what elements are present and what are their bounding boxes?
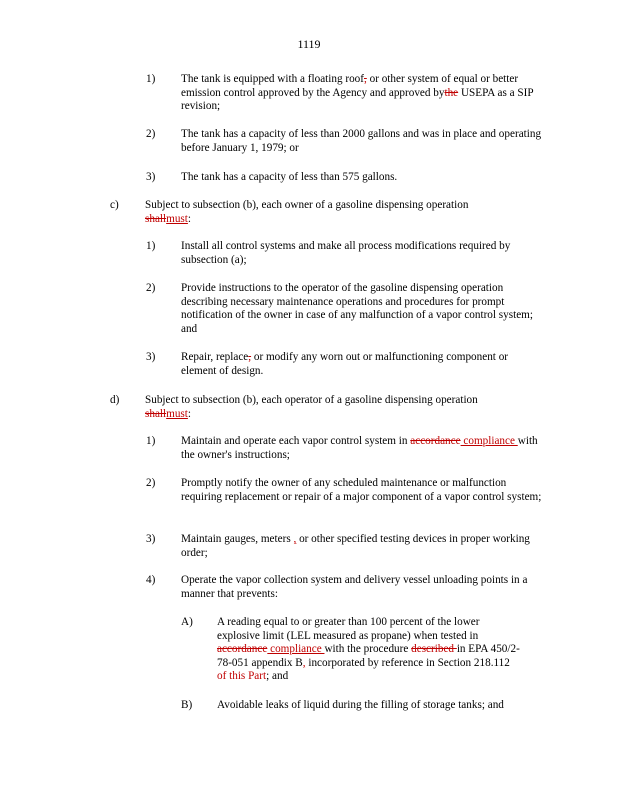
item-text: The tank has a capacity of less than 2000 gallons and was in place and operating before January 1, 1979; or [181, 128, 542, 154]
item-label: 3) [146, 351, 156, 363]
deleted-text: accordance [410, 435, 461, 447]
deleted-text: accordance [217, 643, 268, 655]
item-label: 4) [146, 574, 156, 586]
section-text: Subject to subsection (b), each operator of a gasoline dispensing operation shallmust: [145, 394, 478, 420]
item-label: B) [181, 699, 193, 711]
item-text: A reading equal to or greater than 100 percent of the lower explosive limit (LEL measured as propane) when tested in accordance compliance with the procedure described in EPA 450/2-78-051 appendix B, incorporated by reference in Section 218.112 of this Part; and [217, 616, 520, 682]
item-label: A) [181, 616, 193, 628]
item-text: Repair, replace, or modify any worn out or malfunctioning component or element of design. [181, 351, 509, 377]
item-text: Provide instructions to the operator of the gasoline dispensing operation describing necessary maintenance operations and procedures for prompt notification of the owner in case of any malfunction of a vapor control system; and [181, 282, 533, 335]
item-text: Operate the vapor collection system and delivery vessel unloading points in a manner that prevents: [181, 574, 528, 600]
item-label: 1) [146, 240, 156, 252]
section-text: Subject to subsection (b), each owner of a gasoline dispensing operation shallmust: [145, 199, 469, 225]
item-label: 2) [146, 477, 156, 489]
item-text: Maintain gauges, meters , or other specified testing devices in proper working order; [181, 533, 530, 559]
deleted-text: described [411, 643, 457, 655]
item-label: 3) [146, 171, 156, 183]
item-text: Promptly notify the owner of any scheduled maintenance or malfunction requiring replacement or repair of a major component of a vapor control system; [181, 477, 542, 503]
section-label: c) [110, 199, 119, 211]
deleted-text: , [248, 351, 252, 363]
item-label: 1) [146, 435, 156, 447]
section-label: d) [110, 394, 120, 406]
inserted-text: , [293, 533, 297, 545]
item-text: Avoidable leaks of liquid during the filling of storage tanks; and [217, 699, 504, 711]
inserted-text: , [302, 656, 306, 669]
item-label: 3) [146, 533, 156, 545]
page-number: 1119 [297, 37, 321, 51]
deleted-text: shall [145, 212, 167, 225]
inserted-text: must [166, 407, 188, 420]
item-text: The tank is equipped with a floating roof, or other system of equal or better emission control approved by the Agency and approved bythe USEPA as a SIP revision; [181, 73, 534, 112]
deleted-text: , [364, 73, 367, 85]
item-text: Install all control systems and make all process modifications required by subsection (a); [181, 240, 511, 266]
item-label: 2) [146, 282, 156, 294]
deleted-text: the [444, 86, 459, 99]
deleted-text: shall [145, 407, 167, 420]
item-label: 1) [146, 73, 156, 85]
added-text: of this Part [217, 670, 267, 682]
item-text: The tank has a capacity of less than 575 gallons. [181, 171, 398, 183]
item-text: Maintain and operate each vapor control system in accordance compliance with the owner's instructions; [181, 435, 538, 461]
item-label: 2) [146, 128, 156, 140]
inserted-text: compliance [267, 643, 325, 655]
inserted-text: must [166, 212, 188, 225]
inserted-text: compliance [460, 435, 518, 447]
